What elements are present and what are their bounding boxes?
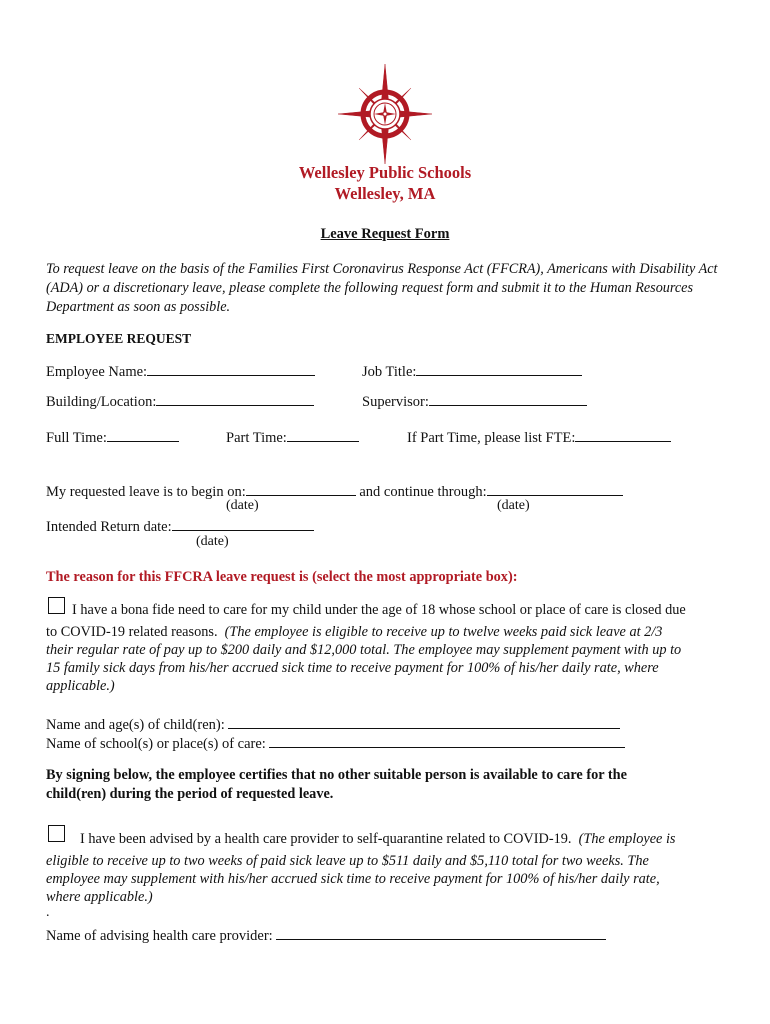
continue-date-hint: (date) — [497, 498, 530, 513]
option1-line2-italic: (The employee is eligible to receive up to twelve weeks paid sick leave at 2/3 — [224, 624, 663, 640]
option2-line3: employee may supplement with his/her accrued sick time to receive payment for 100% of his/her daily rate, — [46, 871, 660, 887]
certify-line1: By signing below, the employee certifies that no other suitable person is available to care for the — [46, 767, 627, 783]
part-time-field[interactable] — [287, 427, 359, 442]
return-date-hint: (date) — [196, 534, 229, 549]
part-time-label: Part Time: — [226, 430, 287, 446]
return-date-row — [46, 516, 314, 536]
certify-line2: child(ren) during the period of requested leave. — [46, 786, 334, 802]
provider-label: Name of advising health care provider: — [46, 928, 273, 944]
continue-through-field[interactable] — [487, 481, 623, 496]
full-time-label: Full Time: — [46, 430, 107, 446]
school-care-label: Name of school(s) or place(s) of care: — [46, 736, 266, 752]
option1-line1: I have a bona fide need to care for my child under the age of 18 whose school or place of care is closed due — [72, 602, 686, 618]
leave-begin-field[interactable] — [246, 481, 356, 496]
supervisor-label: Supervisor: — [362, 394, 429, 410]
provider-field[interactable] — [276, 925, 606, 940]
return-date-label: Intended Return date: — [46, 519, 172, 535]
reason-heading: The reason for this FFCRA leave request is (select the most appropriate box): — [46, 569, 518, 585]
school-name: Wellesley Public Schools — [298, 163, 472, 182]
quarantine-checkbox[interactable] — [48, 825, 65, 842]
form-title: Leave Request Form — [320, 226, 450, 242]
option1-line4: 15 family sick days from his/her accrued sick time to receive payment for 100% of his/her daily rate, where — [46, 660, 659, 676]
job-title-label: Job Title: — [362, 364, 417, 380]
employee-name-row — [46, 361, 315, 381]
option2-line4: where applicable.) — [46, 889, 153, 905]
part-time-row — [226, 427, 359, 447]
option1-line5: applicable.) — [46, 678, 115, 694]
supervisor-row — [362, 391, 587, 411]
building-row — [46, 391, 314, 411]
return-date-field[interactable] — [172, 516, 314, 531]
fte-row — [407, 427, 671, 447]
stray-mark: . — [46, 905, 50, 920]
fte-field[interactable] — [575, 427, 671, 442]
building-field[interactable] — [156, 391, 314, 406]
school-care-row — [46, 733, 625, 753]
full-time-field[interactable] — [107, 427, 179, 442]
full-time-row — [46, 427, 179, 447]
children-row — [46, 714, 620, 734]
leave-begin-label: My requested leave is to begin on: — [46, 484, 246, 500]
option1-line3: their regular rate of pay up to $200 daily and $12,000 total. The employee may supplement payment with up to — [46, 642, 682, 658]
compass-logo — [336, 62, 434, 166]
option2-italic-start: (The employee is — [578, 831, 676, 847]
option2-line1 — [80, 831, 676, 848]
begin-date-hint: (date) — [226, 498, 259, 513]
supervisor-field[interactable] — [429, 391, 587, 406]
intro-text: To request leave on the basis of the Families First Coronavirus Response Act (FFCRA), Americans with Disability Act (ADA) or a discretionary leave, please complete the following request form and submit it to the Human Resources Department as soon as possible. — [46, 261, 718, 315]
option2-line2: eligible to receive up to two weeks of paid sick leave up to $511 daily and $5,110 total for two weeks. The — [46, 853, 649, 869]
leave-begin-row — [46, 481, 623, 501]
option1-line2 — [46, 624, 662, 641]
option1-line2-plain: to COVID-19 related reasons. — [46, 624, 218, 640]
employee-name-field[interactable] — [147, 361, 315, 376]
continue-through-label: and continue through: — [359, 484, 487, 500]
employee-name-label: Employee Name: — [46, 364, 148, 380]
employee-request-heading: EMPLOYEE REQUEST — [46, 331, 192, 346]
job-title-row — [362, 361, 582, 381]
school-care-field[interactable] — [269, 733, 625, 748]
option2-plain: I have been advised by a health care provider to self-quarantine related to COVID-19. — [80, 831, 572, 847]
provider-row — [46, 925, 606, 945]
job-title-field[interactable] — [416, 361, 582, 376]
building-label: Building/Location: — [46, 394, 157, 410]
children-field[interactable] — [228, 714, 620, 729]
childcare-checkbox[interactable] — [48, 597, 65, 614]
school-location: Wellesley, MA — [334, 184, 436, 203]
fte-label: If Part Time, please list FTE: — [407, 430, 576, 446]
children-label: Name and age(s) of child(ren): — [46, 717, 225, 733]
